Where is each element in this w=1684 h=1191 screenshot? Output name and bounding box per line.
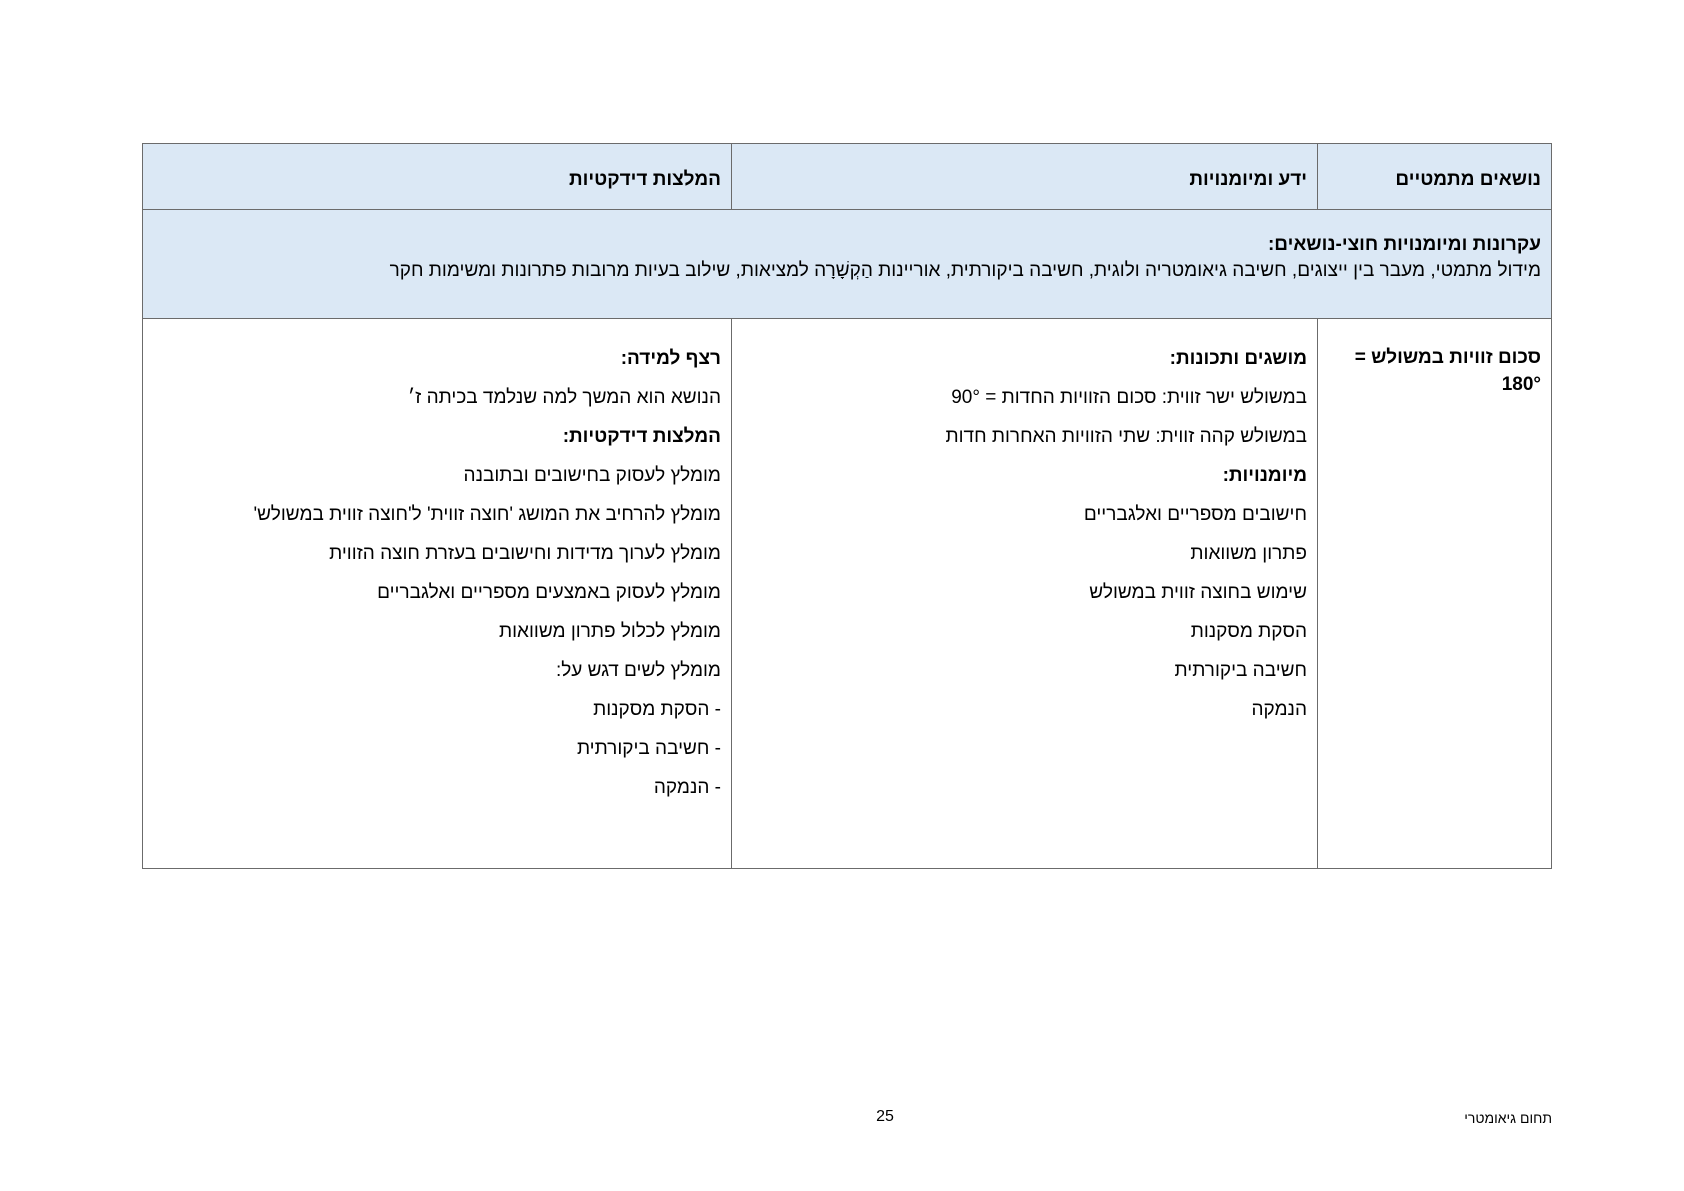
recommendation-item: מומלץ להרחיב את המושג 'חוצה זווית' ל'חוצה זווית במשולש' <box>253 504 721 525</box>
skills-title: מיומנויות: <box>1222 465 1307 486</box>
recommendation-item: - הסקת מסקנות <box>593 699 721 720</box>
cross-topic-title: עקרונות ומיומנויות חוצי-נושאים: <box>1267 234 1541 255</box>
skill-item: פתרון משוואות <box>1190 543 1307 564</box>
footer-domain: תחום גיאומטרי <box>1464 1110 1552 1126</box>
header-row <box>143 144 1552 210</box>
continuity-title: רצף למידה: <box>620 348 721 369</box>
recommendation-item: מומלץ לערוך מדידות וחישובים בעזרת חוצה הזווית <box>329 543 721 564</box>
topic-title: סכום זוויות במשולש = 180° <box>1354 347 1541 395</box>
topic-cell <box>1318 319 1552 869</box>
skill-item: שימוש בחוצה זווית במשולש <box>1089 582 1307 603</box>
recommendation-item: מומלץ לשים דגש על: <box>555 660 721 681</box>
header-knowledge: ידע ומיומנויות <box>732 144 1318 210</box>
recommendation-item: - הנמקה <box>653 777 721 798</box>
recommendation-item: - חשיבה ביקורתית <box>576 738 721 759</box>
cross-topic-row <box>143 210 1552 319</box>
header-didactic: המלצות דידקטיות <box>143 144 732 210</box>
page-number: 25 <box>876 1108 894 1125</box>
recommendation-item: מומלץ לכלול פתרון משוואות <box>498 621 721 642</box>
skill-item: חשיבה ביקורתית <box>1174 660 1307 681</box>
knowledge-cell <box>732 319 1318 869</box>
curriculum-table <box>142 143 1552 869</box>
concept-item: במשולש קהה זווית: שתי הזוויות האחרות חדות <box>945 426 1307 447</box>
skill-item: הנמקה <box>1251 699 1307 720</box>
skill-item: הסקת מסקנות <box>1190 621 1307 642</box>
concept-item: במשולש ישר זווית: סכום הזוויות החדות = 90° <box>951 387 1307 408</box>
didactic-cell <box>143 319 732 869</box>
concepts-title: מושגים ותכונות: <box>1169 348 1307 369</box>
continuity-text: הנושא הוא המשך למה שנלמד בכיתה ז׳ <box>407 387 721 408</box>
skill-item: חישובים מספריים ואלגבריים <box>1083 504 1307 525</box>
content-row <box>143 319 1552 869</box>
cross-topic-text: מידול מתמטי, מעבר בין ייצוגים, חשיבה גיאומטריה ולוגית, חשיבה ביקורתית, אוריינות הַקְשָׁרָה למציאות, שילוב בעיות מרובות פתרונות ומשימות חקר <box>389 260 1541 281</box>
cross-topic-cell <box>143 210 1552 319</box>
recommendation-item: מומלץ לעסוק באמצעים מספריים ואלגבריים <box>377 582 721 603</box>
recommendations-title: המלצות דידקטיות: <box>562 426 721 447</box>
recommendation-item: מומלץ לעסוק בחישובים ובתובנה <box>463 465 721 486</box>
header-topics: נושאים מתמטיים <box>1318 144 1552 210</box>
